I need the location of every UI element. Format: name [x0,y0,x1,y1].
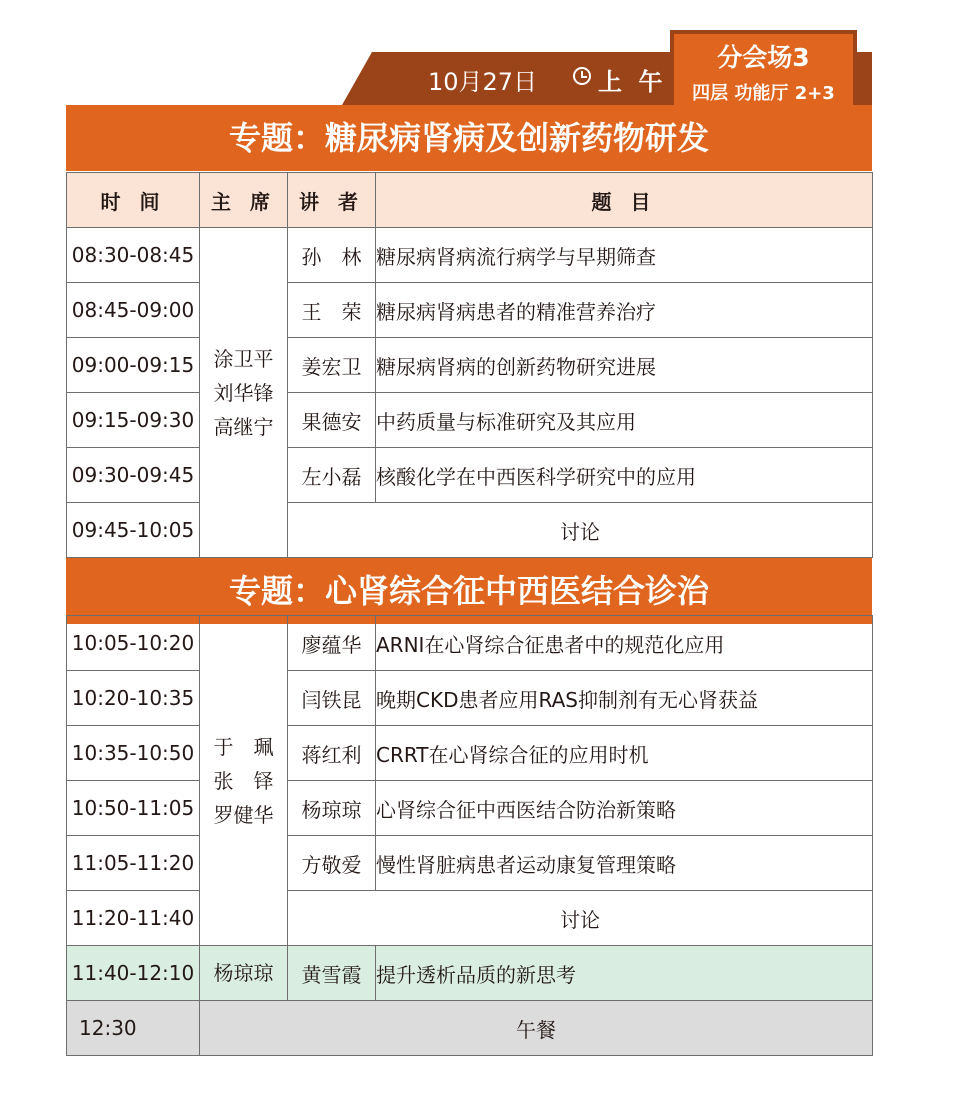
speaker-cell: 蒋红利 [288,726,376,781]
speaker-cell: 闫铁昆 [288,671,376,726]
speaker-cell: 杨琼琼 [288,781,376,836]
lunch-label: 午餐 [200,1001,873,1056]
time-cell: 09:45-10:05 [67,503,200,558]
session-date: 10月27日 [428,68,538,96]
time-cell: 11:40-12:10 [67,946,200,1001]
time-cell: 09:00-09:15 [67,338,200,393]
chair-name: 涂卫平 [213,346,274,371]
topic-cell: 糖尿病肾病患者的精准营养治疗 [376,283,873,338]
table-header-row [67,173,873,228]
topic-cell: 糖尿病肾病流行病学与早期筛查 [376,228,873,283]
speaker-cell: 孙 林 [288,228,376,283]
speaker-cell: 左小磊 [288,448,376,503]
topic-cell: 晚期CKD患者应用RAS抑制剂有无心肾获益 [376,671,873,726]
lunch-row [67,1001,873,1056]
col-chair-header: 主 席 [200,173,288,228]
time-cell: 10:05-10:20 [67,616,200,671]
topic-cell: 慢性肾脏病患者运动康复管理策略 [376,836,873,891]
chair-name: 于 珮 [213,734,274,759]
speaker-cell: 姜宏卫 [288,338,376,393]
session1-title: 专题：糖尿病肾病及创新药物研发 [66,105,872,171]
venue-name: 分会场3 [717,43,810,72]
speaker-cell: 果德安 [288,393,376,448]
special-talk-row [67,946,873,1001]
session2-table [66,615,873,1056]
time-cell: 12:30 [67,1001,200,1056]
topic-cell: 糖尿病肾病的创新药物研究进展 [376,338,873,393]
chair-cell [200,616,288,946]
chair-cell: 杨琼琼 [200,946,288,1001]
topic-cell: ARNI在心肾综合征患者中的规范化应用 [376,616,873,671]
time-cell: 09:30-09:45 [67,448,200,503]
chair-name: 张 铎 [213,768,274,793]
discussion-label: 讨论 [288,891,873,946]
chair-name: 刘华锋 [213,380,274,405]
col-topic-header: 题 目 [376,173,873,228]
time-cell: 11:20-11:40 [67,891,200,946]
col-time-header: 时 间 [67,173,200,228]
speaker-cell: 王 荣 [288,283,376,338]
time-cell: 10:50-11:05 [67,781,200,836]
session1-table [66,172,873,558]
table-row [67,448,873,503]
discussion-label: 讨论 [288,503,873,558]
venue-floor: 四层 功能厅 2+3 [692,83,835,104]
table-row [67,393,873,448]
time-cell: 11:05-11:20 [67,836,200,891]
time-of-day: 上 午 [598,68,667,96]
col-speaker-header: 讲 者 [288,173,376,228]
time-cell: 10:20-10:35 [67,671,200,726]
table-row [67,671,873,726]
topic-cell: CRRT在心肾综合征的应用时机 [376,726,873,781]
topic-cell: 心肾综合征中西医结合防治新策略 [376,781,873,836]
time-cell: 10:35-10:50 [67,726,200,781]
clock-icon [573,67,591,85]
time-cell: 09:15-09:30 [67,393,200,448]
speaker-cell: 黄雪霞 [288,946,376,1001]
table-row [67,338,873,393]
chair-name: 罗健华 [213,802,274,827]
topic-cell: 中药质量与标准研究及其应用 [376,393,873,448]
time-cell: 08:30-08:45 [67,228,200,283]
table-row [67,228,873,283]
table-row [67,781,873,836]
table-row [67,616,873,671]
topic-cell: 核酸化学在中西医科学研究中的应用 [376,448,873,503]
table-row [67,283,873,338]
session2-title: 专题：心肾综合征中西医结合诊治 [66,558,872,624]
topic-cell: 提升透析品质的新思考 [376,946,873,1001]
table-row [67,726,873,781]
time-cell: 08:45-09:00 [67,283,200,338]
chair-name: 高继宁 [213,414,274,439]
chair-cell [200,228,288,558]
table-row [67,836,873,891]
discussion-row [67,891,873,946]
venue-badge [670,30,857,105]
discussion-row [67,503,873,558]
speaker-cell: 方敬爱 [288,836,376,891]
speaker-cell: 廖蕴华 [288,616,376,671]
